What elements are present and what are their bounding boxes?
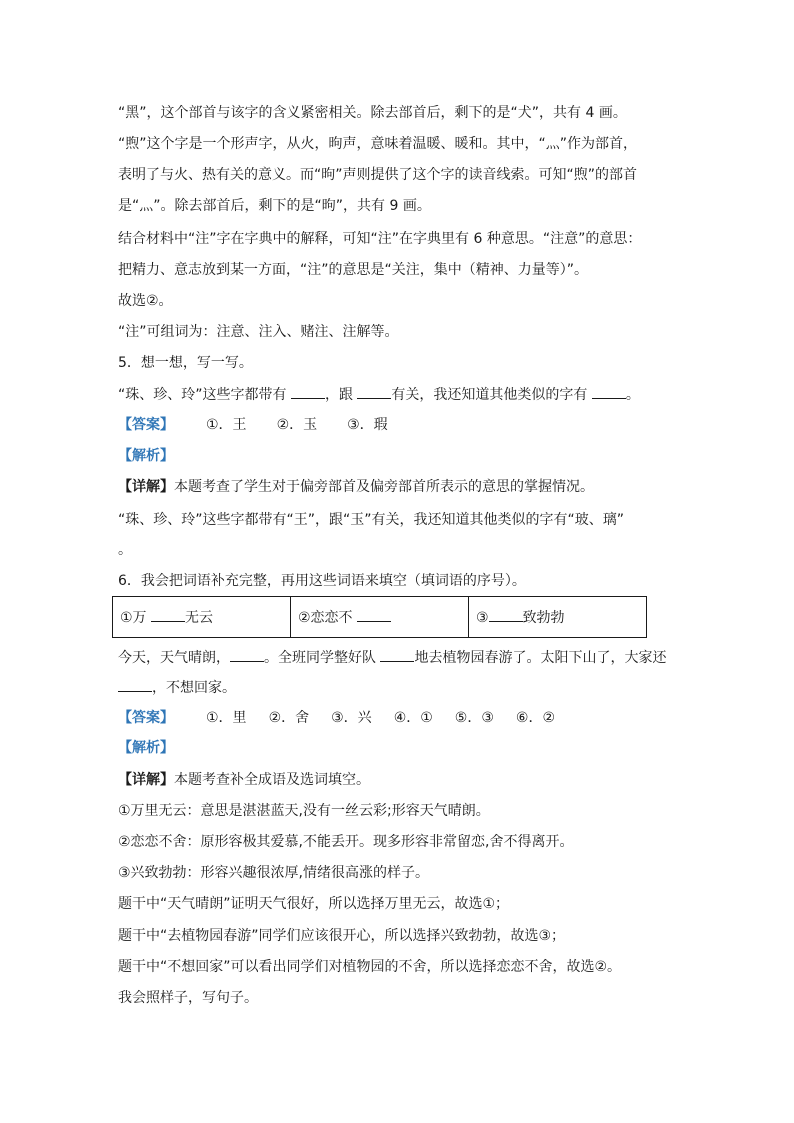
analysis-tag: 【解析】 <box>118 740 174 756</box>
explain-line: ②恋恋不舍：原形容极其爱慕,不能丢开。现多形容非常留恋,舍不得离开。 <box>118 834 574 850</box>
detail-tag: 【详解】 <box>118 772 174 788</box>
answer-item: ②．舍 <box>268 710 310 726</box>
text-line: 故选②。 <box>118 293 173 309</box>
explain-line: 题干中“去植物园春游”同学们应该很开心，所以选择兴致勃勃，故选③； <box>118 928 566 944</box>
fill-text: ，不想回家。 <box>118 677 236 698</box>
text-line: “煦”这个字是一个形声字，从火，昫声，意味着温暖、暖和。其中，“灬”作为部首， <box>118 136 638 152</box>
explain-line: 题干中“不想回家”可以看出同学们对植物园的不舍，所以选择恋恋不舍，故选②。 <box>118 959 622 975</box>
table-cell: ③ 致勃勃 <box>469 597 647 638</box>
detail-tag: 【详解】 <box>118 479 174 495</box>
fill-text: 今天，天气晴朗， 。全班同学整好队 地去植物园春游了。太阳下山了，大家还 <box>118 647 666 668</box>
text-line: “黑”，这个部首与该字的含义紧密相关。除去部首后，剩下的是“犬”，共有 4 画。 <box>118 105 627 121</box>
answer-item: ②．玉 <box>276 417 318 433</box>
question-6-title: 6．我会把词语补充完整，再用这些词语来填空（填词语的序号）。 <box>118 573 526 589</box>
explain-line: 。 <box>118 542 132 558</box>
question-5-prompt: “珠、珍、玲”这些字都带有 ，跟 有关，我还知道其他类似的字有 。 <box>118 384 640 405</box>
answer-blank <box>151 607 185 622</box>
answer-blank <box>230 647 264 662</box>
table-cell: ①万 无云 <box>113 597 291 638</box>
answer-blank <box>357 384 391 399</box>
text-line: “注”可组词为：注意、注入、赌注、注解等。 <box>118 324 399 340</box>
answer-tag: 【答案】 <box>118 710 174 726</box>
explain-line: ①万里无云：意思是湛湛蓝天,没有一丝云彩;形容天气晴朗。 <box>118 803 490 819</box>
explain-line: “珠、珍、玲”这些字都带有“王”，跟“玉”有关，我还知道其他类似的字有“玻、璃” <box>118 512 625 528</box>
answer-item: ③．瑕 <box>347 417 388 433</box>
answer-blank <box>592 384 626 399</box>
answer-item: ③．兴 <box>331 710 372 726</box>
text-line: 结合材料中“注”字在字典中的解释，可知“注”在字典里有 6 种意思。“注意”的意思： <box>118 231 642 247</box>
text-line: 表明了与火、热有关的意义。而“昫”声则提供了这个字的读音线索。可知“煦”的部首 <box>118 167 638 183</box>
answer-item: ⑤．③ <box>454 710 494 726</box>
answer-item: ①．王 <box>206 417 247 433</box>
detail-line: 【详解】本题考查补全成语及选词填空。 <box>118 772 370 788</box>
explain-line: 题干中“天气晴朗”证明天气很好，所以选择万里无云，故选①； <box>118 896 510 912</box>
answer-blank <box>489 607 523 622</box>
analysis-tag: 【解析】 <box>118 448 174 464</box>
fill-in-table <box>112 596 647 638</box>
answer-blank <box>291 384 325 399</box>
answer-row <box>118 708 555 728</box>
question-5-title: 5．想一想，写一写。 <box>118 355 253 371</box>
next-question-heading: 我会照样子，写句子。 <box>118 990 258 1006</box>
answer-tag: 【答案】 <box>118 417 174 433</box>
answer-item: ⑥．② <box>515 710 556 726</box>
text-line: 把精力、意志放到某一方面，“注”的意思是“关注，集中（精神、力量等）”。 <box>118 262 589 278</box>
answer-blank <box>380 647 414 662</box>
answer-blank <box>118 677 152 692</box>
answer-item: ①．里 <box>206 710 247 726</box>
answer-blank <box>357 607 391 622</box>
answer-row <box>118 415 388 435</box>
explain-line: ③兴致勃勃：形容兴趣很浓厚,情绪很高涨的样子。 <box>118 865 429 881</box>
table-cell: ②恋恋不 <box>291 597 469 638</box>
detail-line: 【详解】本题考查了学生对于偏旁部首及偏旁部首所表示的意思的掌握情况。 <box>118 479 594 495</box>
answer-item: ④．① <box>393 710 433 726</box>
text-line: 是“灬”。除去部首后，剩下的是“昫”，共有 9 画。 <box>118 198 431 214</box>
